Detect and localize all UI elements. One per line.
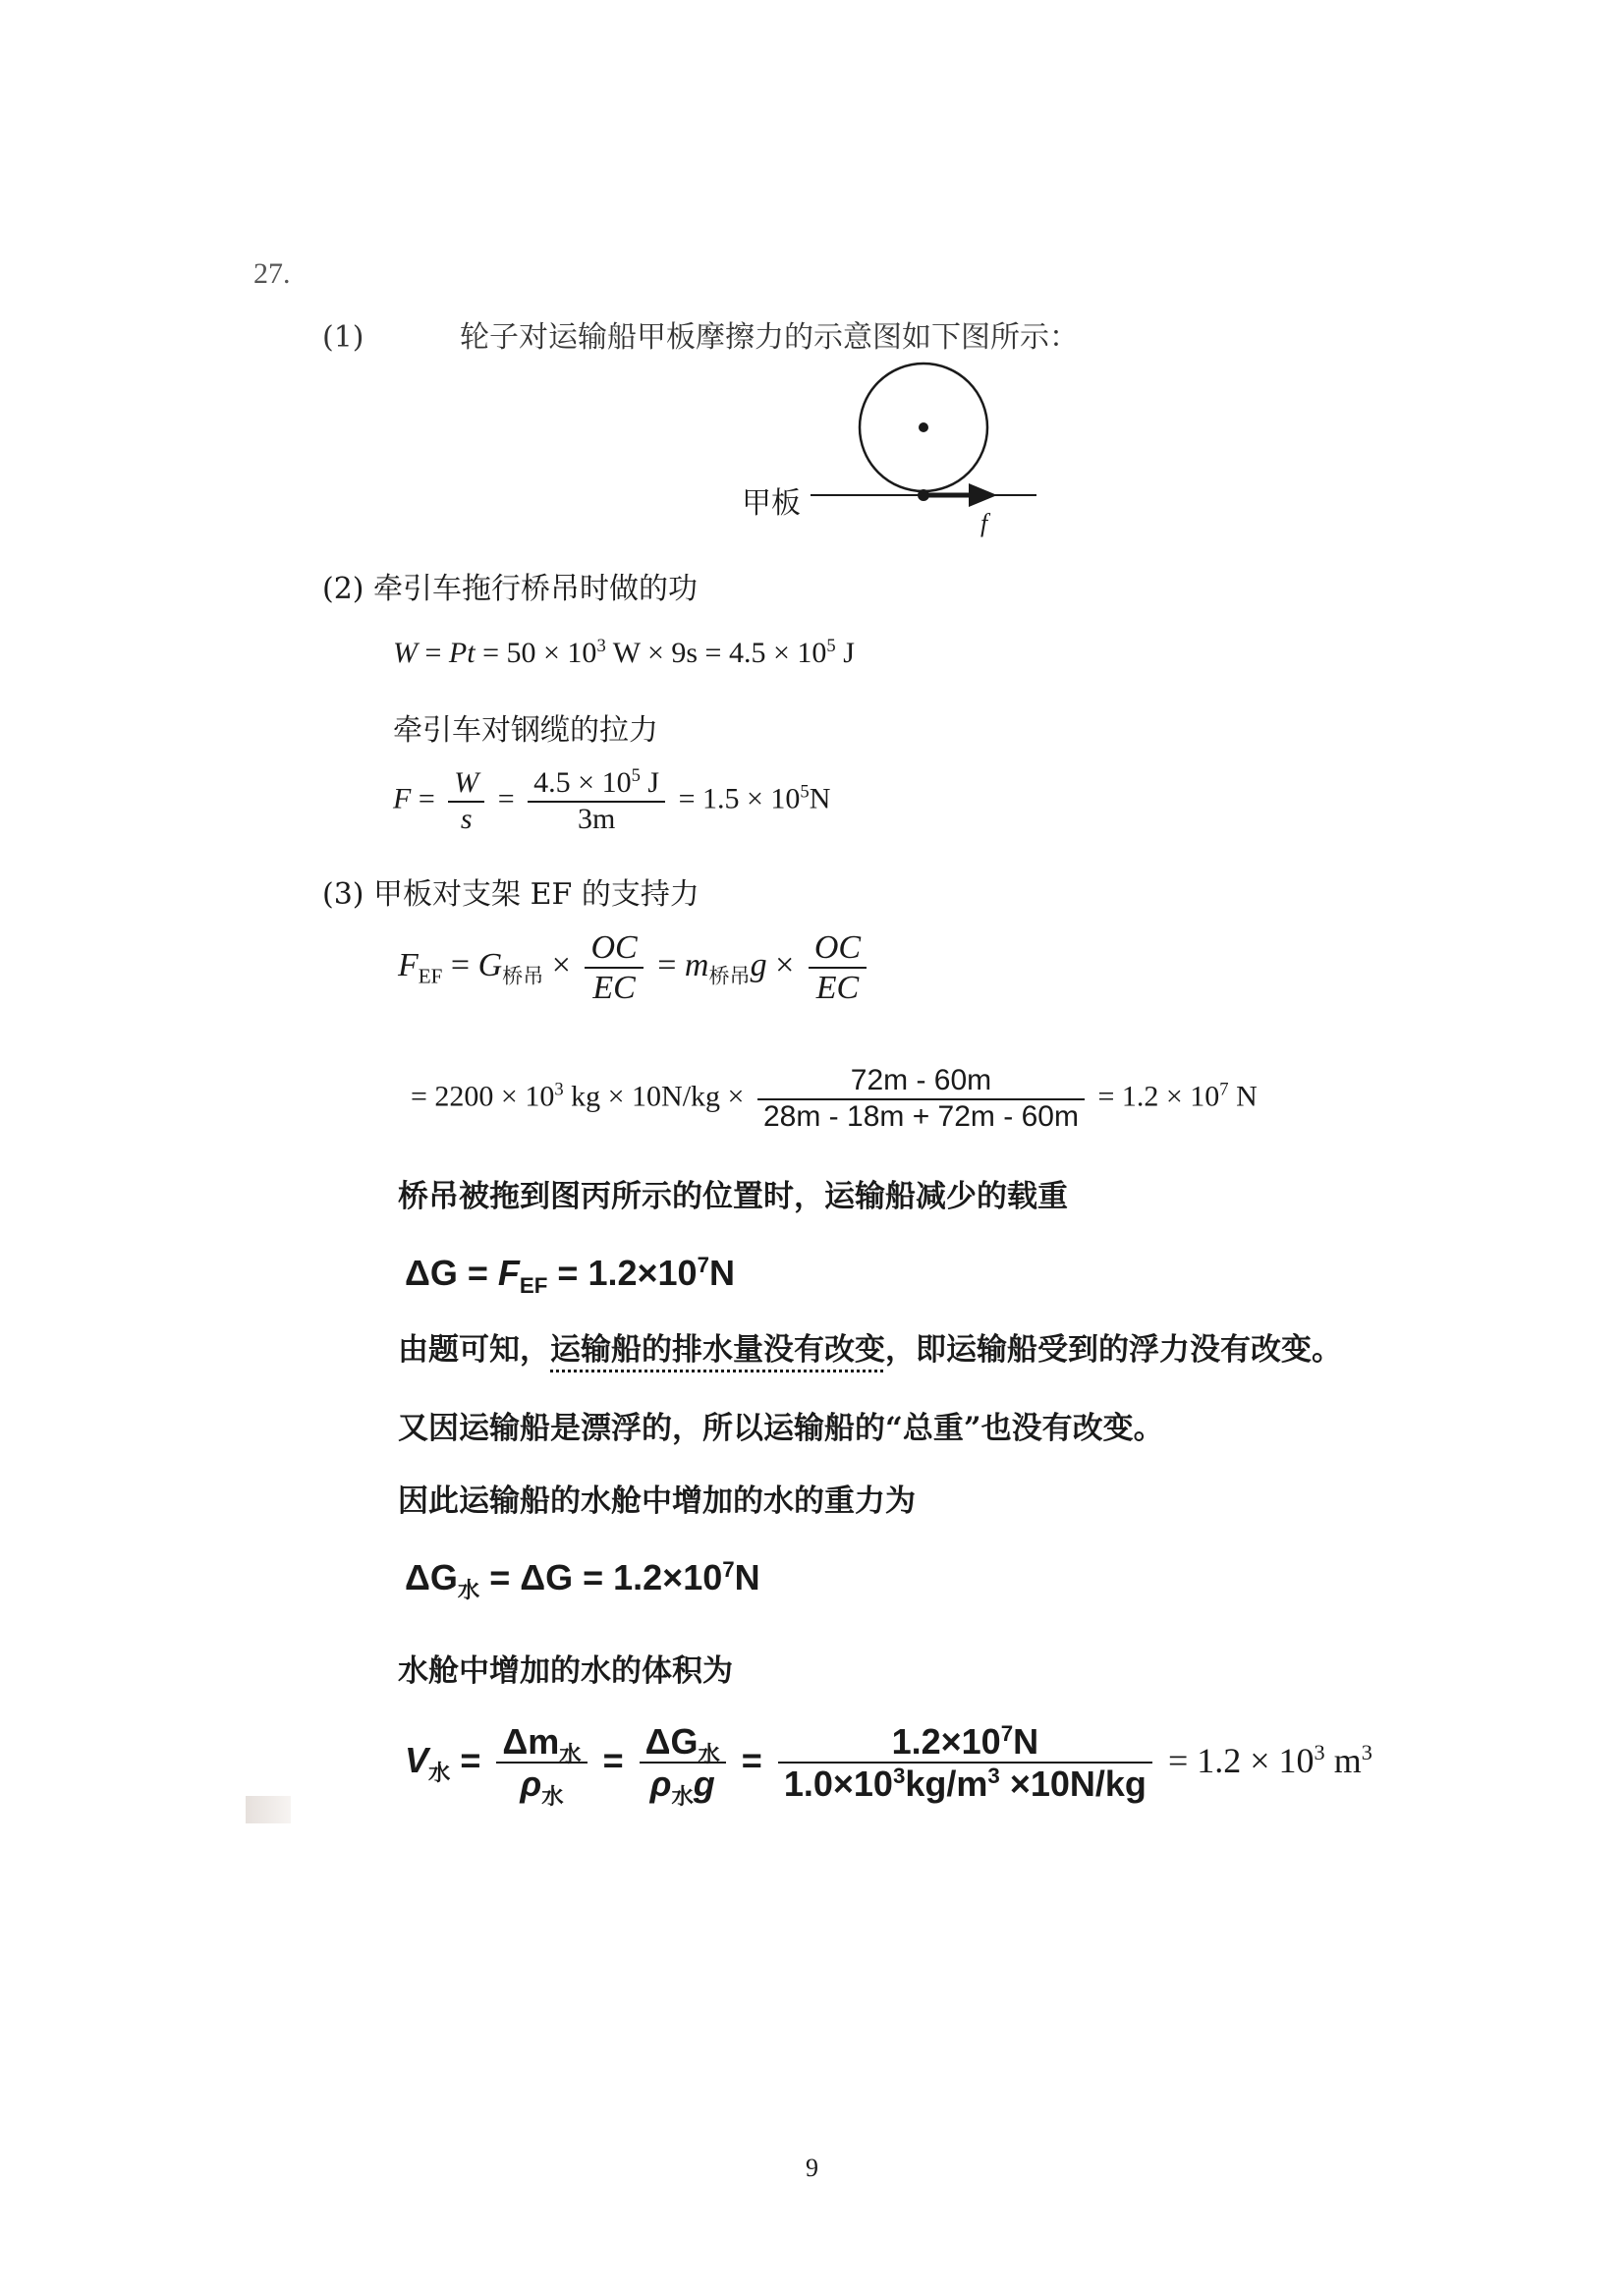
ec-1: EC (592, 970, 636, 1007)
g-bridge-subscript: 桥吊 (502, 964, 544, 988)
force-result-base: = 1.5 × 10 (678, 782, 801, 815)
delta-g-f: F (497, 1253, 520, 1293)
fef-subscript: EF (418, 964, 443, 988)
vol-num-base: 1.2×10 (891, 1721, 1001, 1762)
wheel-friction-diagram (796, 354, 1051, 550)
power-time-symbol: Pt (448, 637, 476, 669)
m-bridge-subscript: 桥吊 (708, 964, 751, 988)
part3-heading: (3) 甲板对支架 EF 的支持力 (322, 877, 700, 912)
frac-work-base: 4.5 × 10 (533, 766, 632, 799)
mass-over-density-fraction (496, 1721, 587, 1810)
calc-prefix-exp: 3 (554, 1079, 564, 1100)
rho-2-g: g (693, 1764, 715, 1805)
work-eq-value2: W × 9s = 4.5 × 10 (605, 637, 827, 669)
w-over-s-fraction (448, 766, 484, 836)
lever-ratio-fraction (757, 1064, 1085, 1134)
work-eq-exp2: 5 (826, 636, 836, 656)
delta-m: Δm (502, 1721, 560, 1762)
rho-1: ρ (520, 1764, 542, 1805)
vol-result-base: = 1.2 × 10 (1167, 1740, 1315, 1780)
displacement-text-pre: 由题可知， (398, 1332, 550, 1368)
delta-g-rhs-base: = 1.2×10 (547, 1253, 698, 1293)
frac-work-unit: J (640, 766, 660, 799)
vol-result-unit-exp: 3 (1361, 1739, 1372, 1764)
rho-2-sub: 水 (671, 1784, 694, 1810)
displacement-text-emphasis: 运输船的排水量没有改变 (550, 1332, 885, 1368)
calc-prefix-unit: kg × 10N/kg × (563, 1080, 745, 1113)
water-weight-equation (405, 1557, 760, 1603)
fef-symbol: F (398, 946, 419, 983)
vol-result-exp: 3 (1314, 1739, 1325, 1764)
water-volume-equation: $V_水$ = $\frac{\Delta m_水}{\rho_水}$ = $\frac{\Delta G_水}{\rho_水g}$ = $\frac{1.2\times 10^7N}{1.0\times 10^3kg/m^3 \times 10N/kg}$ = $1.2 \times 10^3$ $m^3$ (405, 1721, 1372, 1810)
water-weight-lhs-sub: 水 (457, 1578, 480, 1603)
frac-work-exp: 5 (631, 765, 641, 786)
support-force-calculation (411, 1064, 1258, 1134)
rho-1-sub: 水 (541, 1784, 564, 1810)
vol-den-a: 1.0×10 (783, 1764, 893, 1805)
oc-over-ec-fraction-2 (809, 928, 867, 1007)
force-symbol: F (393, 782, 412, 815)
volume-calc-fraction (778, 1721, 1152, 1805)
volume-symbol: V (405, 1739, 429, 1780)
calc-prefix-base: = 2200 × 10 (411, 1080, 555, 1113)
vol-den-b: kg/m (905, 1764, 988, 1805)
oc-1: OC (590, 929, 638, 966)
delta-g-water: ΔG (644, 1721, 699, 1762)
support-force-equation: $F_{EF} = G_{桥吊}$ × $\frac{OC}{EC}$ = $m_{桥吊}g$ × $\frac{OC}{EC}$ (398, 928, 872, 1007)
work-eq-exp1: 3 (596, 636, 606, 656)
lever-ratio-numerator: 72m - 60m (757, 1064, 1085, 1100)
vol-den-a-exp: 3 (892, 1764, 906, 1789)
vol-result-unit: m (1324, 1740, 1362, 1780)
m-bridge-symbol: m (684, 946, 709, 983)
force-equation: F = $\frac{W}{s}$ = $\frac{4.5 \times 10^5 J}{3m}$ = $1.5 \times 10^5N$ (393, 765, 831, 835)
delta-g-rhs-exp: 7 (697, 1253, 709, 1277)
part2-heading: (2) 牵引车拖行桥吊时做的功 (322, 572, 699, 606)
lever-ratio-denominator: 28m - 18m + 72m - 60m (762, 1099, 1079, 1133)
delta-g-equation (405, 1253, 735, 1299)
g-bridge-symbol: G (477, 946, 503, 983)
water-weight-rhs-unit: N (734, 1557, 760, 1597)
contact-point-dot (918, 489, 929, 501)
water-weight-rhs-base: = ΔG = 1.2×10 (479, 1557, 723, 1597)
delta-g-rhs-unit: N (708, 1253, 735, 1293)
frac-w: W (454, 766, 479, 799)
part1-line (322, 312, 1079, 356)
added-water-weight-text: 因此运输船的水舱中增加的水的重力为 (398, 1484, 916, 1519)
scan-artifact (246, 1796, 291, 1823)
delta-g-f-sub: EF (519, 1273, 548, 1299)
question-number: 27. (253, 257, 291, 290)
force-result-unit: N (809, 782, 831, 815)
delta-g-water-sub: 水 (698, 1742, 720, 1767)
part1-text: 轮子对运输船甲板摩擦力的示意图如下图所示： (460, 320, 1079, 355)
displacement-text-post: ，即运输船受到的浮力没有改变。 (885, 1332, 1342, 1368)
ec-2: EC (815, 970, 860, 1007)
vol-num-unit: N (1013, 1721, 1039, 1762)
force-f-label: f (980, 509, 988, 537)
water-volume-text: 水舱中增加的水的体积为 (398, 1653, 733, 1689)
friction-arrow-head (969, 483, 997, 507)
floating-text: 又因运输船是漂浮的，所以运输船的“总重”也没有改变。 (398, 1411, 1164, 1446)
work-eq-unit: J (835, 637, 855, 669)
weight-over-density-g-fraction (640, 1721, 726, 1810)
work-eq-value1: = 50 × 10 (482, 637, 597, 669)
calc-result-base: = 1.2 × 10 (1097, 1080, 1220, 1113)
oc-2: OC (813, 929, 862, 966)
oc-over-ec-fraction-1 (585, 928, 643, 1007)
work-symbol: W (393, 637, 418, 669)
delta-g-lhs: ΔG = (405, 1253, 498, 1293)
displacement-text (398, 1324, 1342, 1369)
rho-2: ρ (649, 1764, 672, 1805)
frac-distance: 3m (577, 802, 616, 835)
vol-num-exp: 7 (1000, 1721, 1014, 1746)
volume-subscript: 水 (428, 1761, 451, 1786)
work-equation: $W = Pt = 50 \times 10^3$ $W \times 9s = 4.5 \times 10^5$ J (393, 636, 855, 669)
deck-label: 甲板 (742, 486, 801, 521)
vol-den-b-exp: 3 (987, 1764, 1000, 1789)
part1-label: (1) (322, 320, 364, 355)
calc-result-unit: N (1228, 1080, 1258, 1113)
force-result-exp: 5 (800, 781, 810, 803)
tension-text: 牵引车对钢缆的拉力 (393, 713, 658, 748)
load-reduction-text: 桥吊被拖到图丙所示的位置时，运输船减少的载重 (398, 1179, 1068, 1214)
frac-s: s (460, 802, 473, 835)
delta-m-sub: 水 (559, 1742, 582, 1767)
water-weight-rhs-exp: 7 (722, 1557, 735, 1582)
vol-den-c: ×10N/kg (999, 1764, 1147, 1805)
calc-result-exp: 7 (1219, 1079, 1229, 1100)
page-number: 9 (806, 2154, 818, 2182)
wheel-center-dot (919, 422, 928, 432)
g-symbol: g (750, 946, 767, 983)
work-over-distance-fraction (528, 766, 665, 836)
water-weight-lhs: ΔG (405, 1557, 458, 1597)
